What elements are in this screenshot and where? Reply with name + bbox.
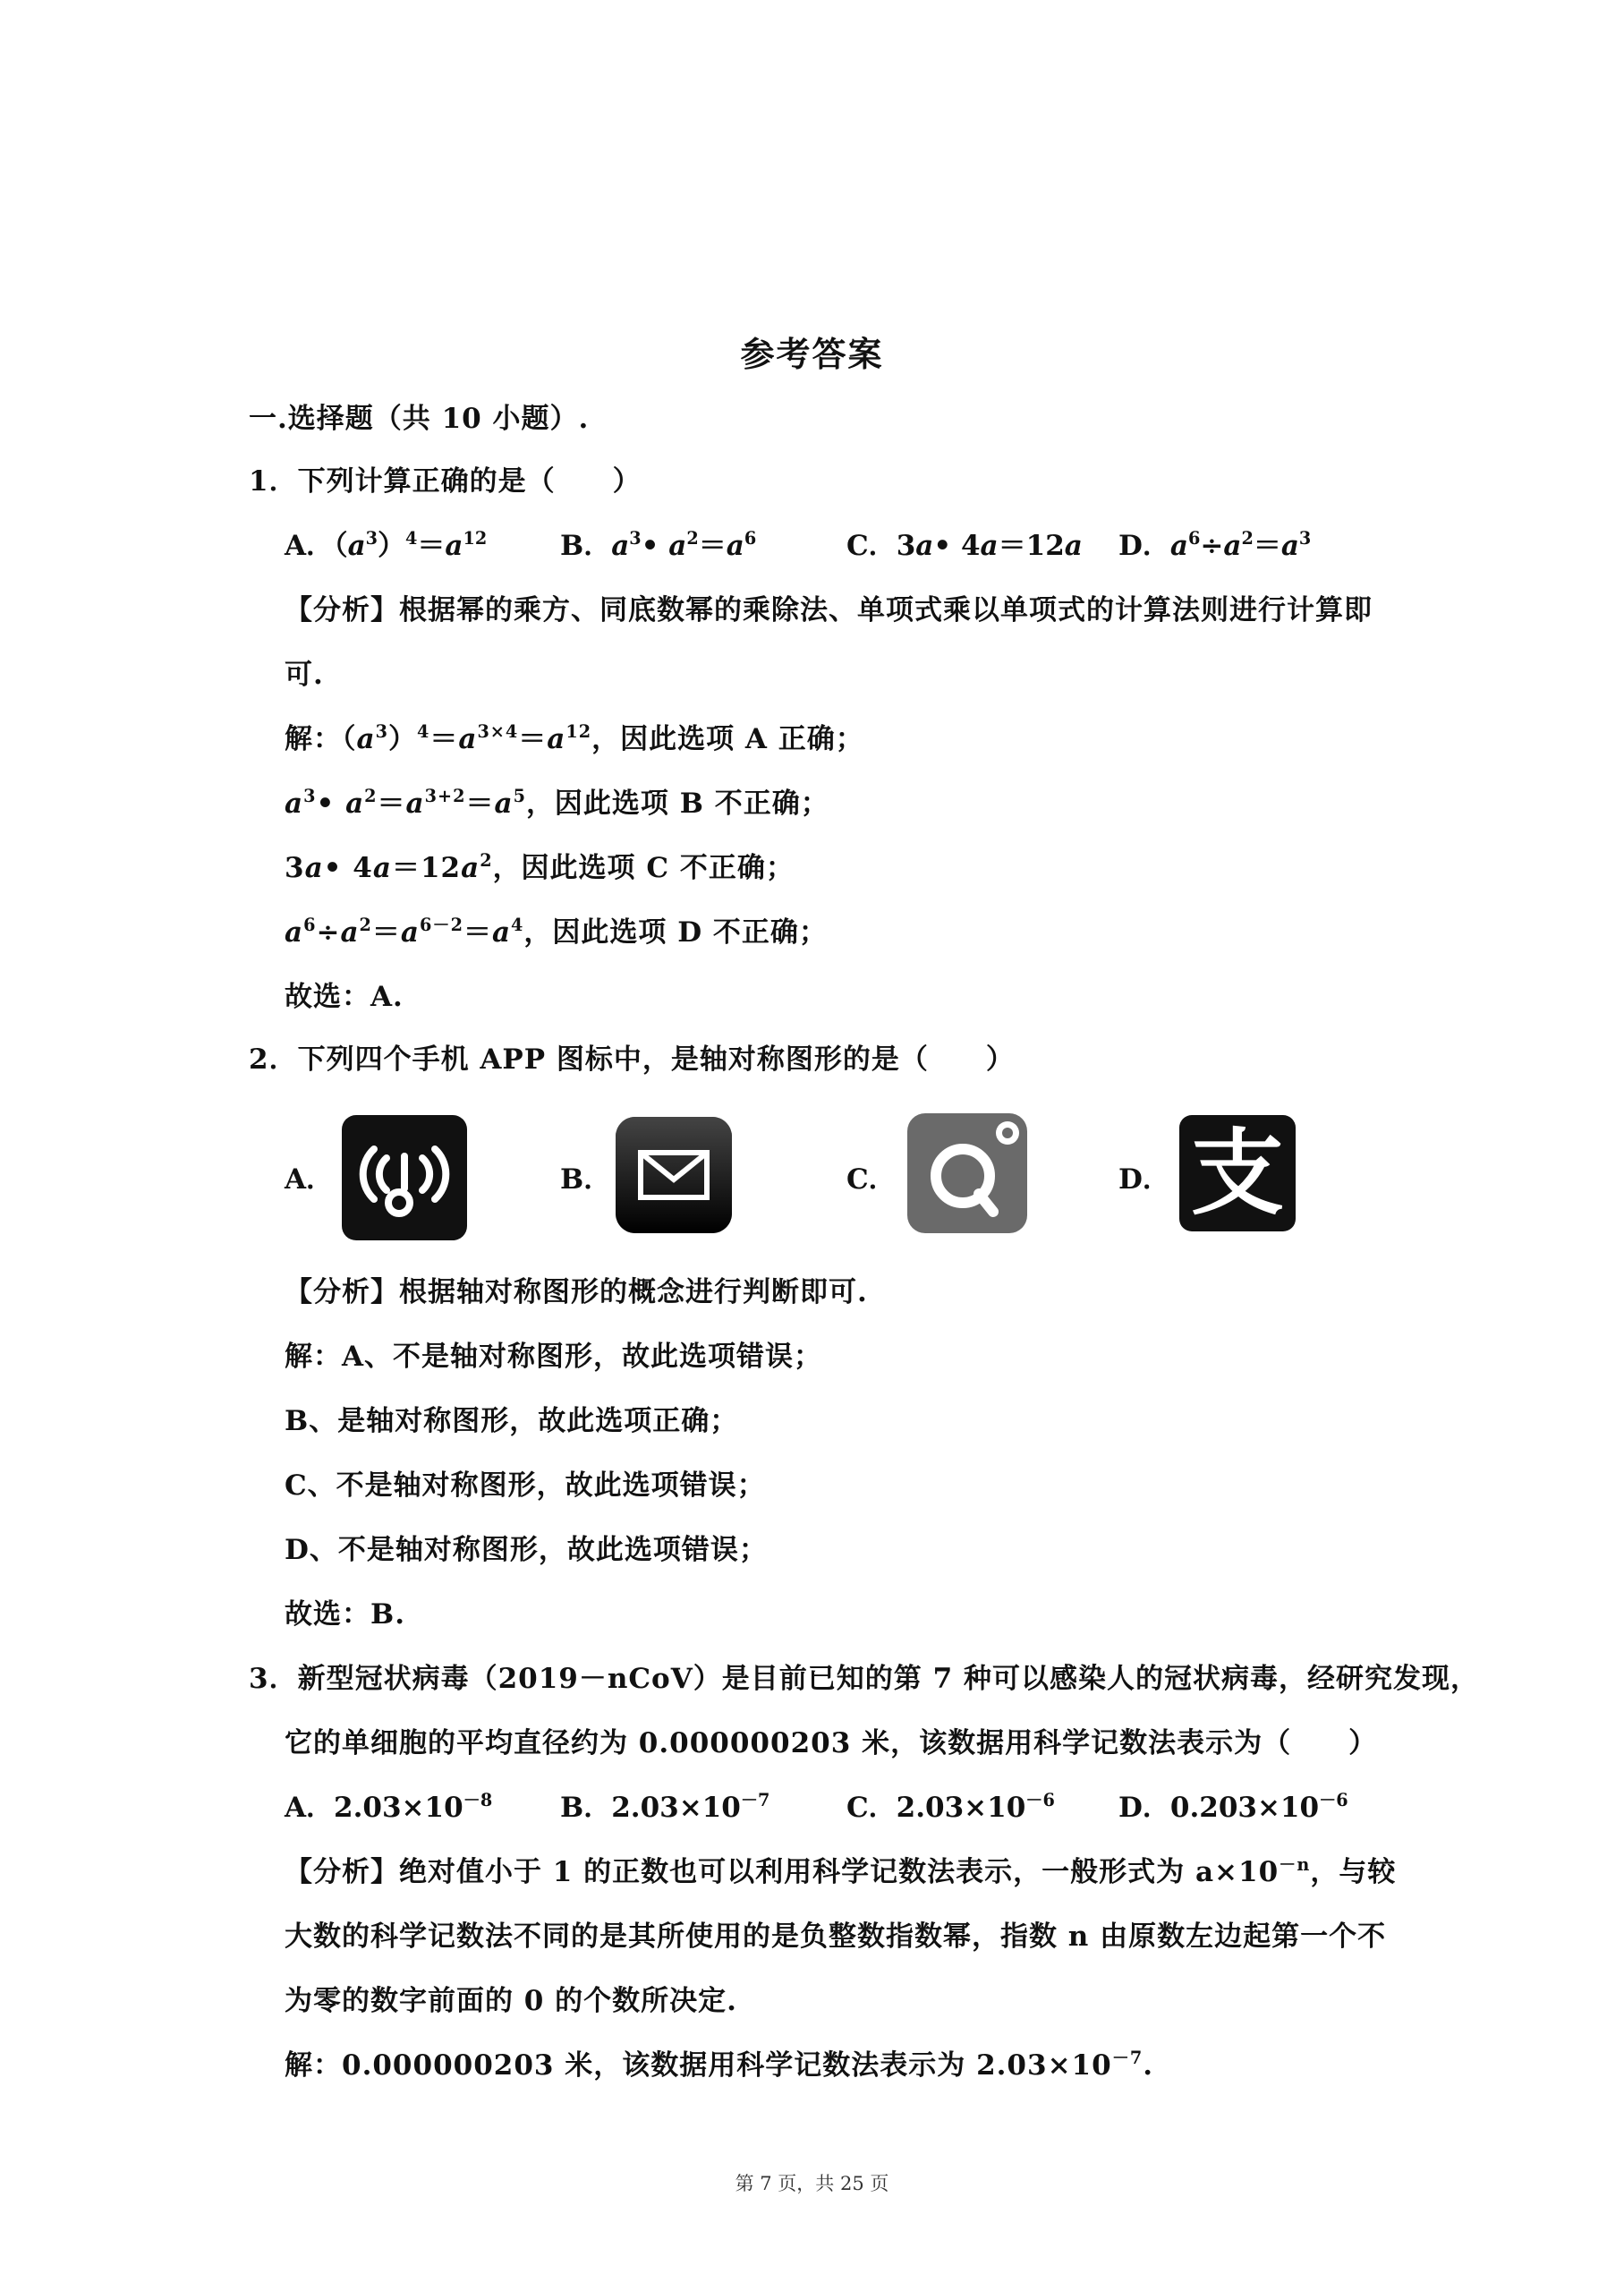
q2-answer: 故选：B. — [285, 1598, 405, 1631]
q1-solution-c-text: ，因此选项 C 不正确； — [492, 852, 795, 884]
q3-analysis-line1 — [285, 1854, 1396, 1894]
q3-solution-text: 解：0.000000203 米，该数据用科学记数法表示为 2.03×10 — [285, 2049, 1112, 2082]
q1-analysis-line2: 可. — [285, 659, 324, 691]
q1-option-a: A．$(a^3)^4=a^{12}$ — [285, 528, 488, 562]
q2-option-c-label: C． — [846, 1163, 897, 1196]
q1-option-c: C．3a• 4a＝12a — [846, 530, 1083, 562]
q3-option-d-exponent: －6 — [1319, 1790, 1348, 1811]
q3-option-b — [560, 1790, 769, 1829]
q3-solution-exponent: －7 — [1111, 2048, 1144, 2069]
q3-option-b-exponent: －7 — [740, 1790, 770, 1811]
q3-solution — [285, 2048, 1153, 2087]
q1-option-d: D．$a^6\div a^2=a^3$ — [1118, 528, 1312, 562]
section-heading: 一.选择题（共 10 小题）. — [249, 403, 590, 435]
q1-option-b: B．$a^3•$ $a^2=a^6$ — [560, 528, 757, 562]
q1-option-a-label: A． — [285, 530, 335, 562]
q1-solution-d: $a^6\div a^2=a^{6-2}=a^4$，因此选项 D 不正确； — [285, 915, 828, 949]
q1-option-d-label: D． — [1118, 530, 1170, 562]
q2-analysis: 【分析】根据轴对称图形的概念进行判断即可. — [285, 1276, 868, 1308]
q3-solution-end: . — [1143, 2049, 1154, 2082]
q2-solution-d: D、不是轴对称图形，故此选项错误； — [285, 1534, 768, 1566]
q3-option-d — [1118, 1790, 1348, 1829]
q1-option-c-label: C． — [846, 530, 897, 562]
q1-answer: 故选：A. — [285, 981, 404, 1013]
alipay-icon — [1179, 1115, 1296, 1231]
alipay-glyph: 支 — [1190, 1118, 1284, 1228]
q3-stem-line2: 它的单细胞的平均直径约为 0.000000203 米，该数据用科学记数法表示为（ ） — [285, 1727, 1378, 1759]
q2-option-d-label: D． — [1118, 1163, 1170, 1196]
q1-solution-prefix: 解： — [285, 723, 342, 755]
q3-option-b-text: B．2.03×10 — [560, 1792, 741, 1824]
q3-option-d-text: D．0.203×10 — [1118, 1792, 1320, 1824]
wifi-key-icon — [342, 1115, 467, 1240]
q3-analysis-line2: 大数的科学记数法不同的是其所使用的是负整数指数幂，指数 n 由原数左边起第一个不 — [285, 1921, 1387, 1953]
q1-solution-c: 3a• $4a=12a^2$，因此选项 C 不正确； — [285, 850, 795, 884]
q3-option-a — [285, 1790, 492, 1829]
q1-option-b-label: B． — [560, 530, 612, 562]
q2-solution-c: C、不是轴对称图形，故此选项错误； — [285, 1469, 766, 1502]
q1-solution-d-text: ，因此选项 D 不正确； — [523, 916, 828, 949]
q1-solution-a: 解：$(a^3)^4=a^{3\times 4}=a^{12}$，因此选项 A 正确； — [285, 721, 864, 755]
q3-stem-line1: 3．新型冠状病毒（2019－nCoV）是目前已知的第 7 种可以感染人的冠状病毒，经研究发现， — [249, 1663, 1479, 1695]
q3-option-c-exponent: －6 — [1025, 1790, 1055, 1811]
q3-option-c — [846, 1790, 1055, 1829]
q3-analysis-line1-text: 【分析】绝对值小于 1 的正数也可以利用科学记数法表示，一般形式为 a×10 — [285, 1856, 1280, 1888]
q3-analysis-line1-tail: ，与较 — [1310, 1856, 1397, 1888]
page-footer: 第 7 页，共 25 页 — [735, 2173, 889, 2194]
mail-icon — [616, 1117, 732, 1233]
page-title: 参考答案 — [740, 334, 884, 374]
q3-analysis-exponent: －n — [1279, 1854, 1311, 1876]
q3-option-a-exponent: －8 — [463, 1790, 493, 1811]
q1-solution-b-text: ，因此选项 B 不正确； — [525, 788, 829, 820]
q2-option-a-label: A． — [285, 1163, 335, 1196]
q2-solution-a: 解：A、不是轴对称图形，故此选项错误； — [285, 1341, 823, 1373]
q1-solution-b: $a^3•$ $a^2=a^{3+2}=a^5$，因此选项 B 不正确； — [285, 786, 829, 820]
q1-analysis-line1: 【分析】根据幂的乘方、同底数幂的乘除法、单项式乘以单项式的计算法则进行计算即 — [285, 594, 1373, 626]
q3-option-c-text: C．2.03×10 — [846, 1792, 1026, 1824]
q1-solution-a-text: ，因此选项 A 正确； — [591, 723, 864, 755]
q2-option-b-label: B． — [560, 1163, 612, 1196]
q-browser-icon — [907, 1113, 1027, 1233]
q2-stem: 2．下列四个手机 APP 图标中，是轴对称图形的是（ ） — [249, 1043, 1015, 1076]
q3-analysis-line3: 为零的数字前面的 0 的个数所决定. — [285, 1985, 737, 2017]
q3-option-a-text: A．2.03×10 — [285, 1792, 463, 1824]
q1-stem: 1．下列计算正确的是（ ） — [249, 465, 642, 498]
q2-solution-b: B、是轴对称图形，故此选项正确； — [285, 1405, 739, 1437]
